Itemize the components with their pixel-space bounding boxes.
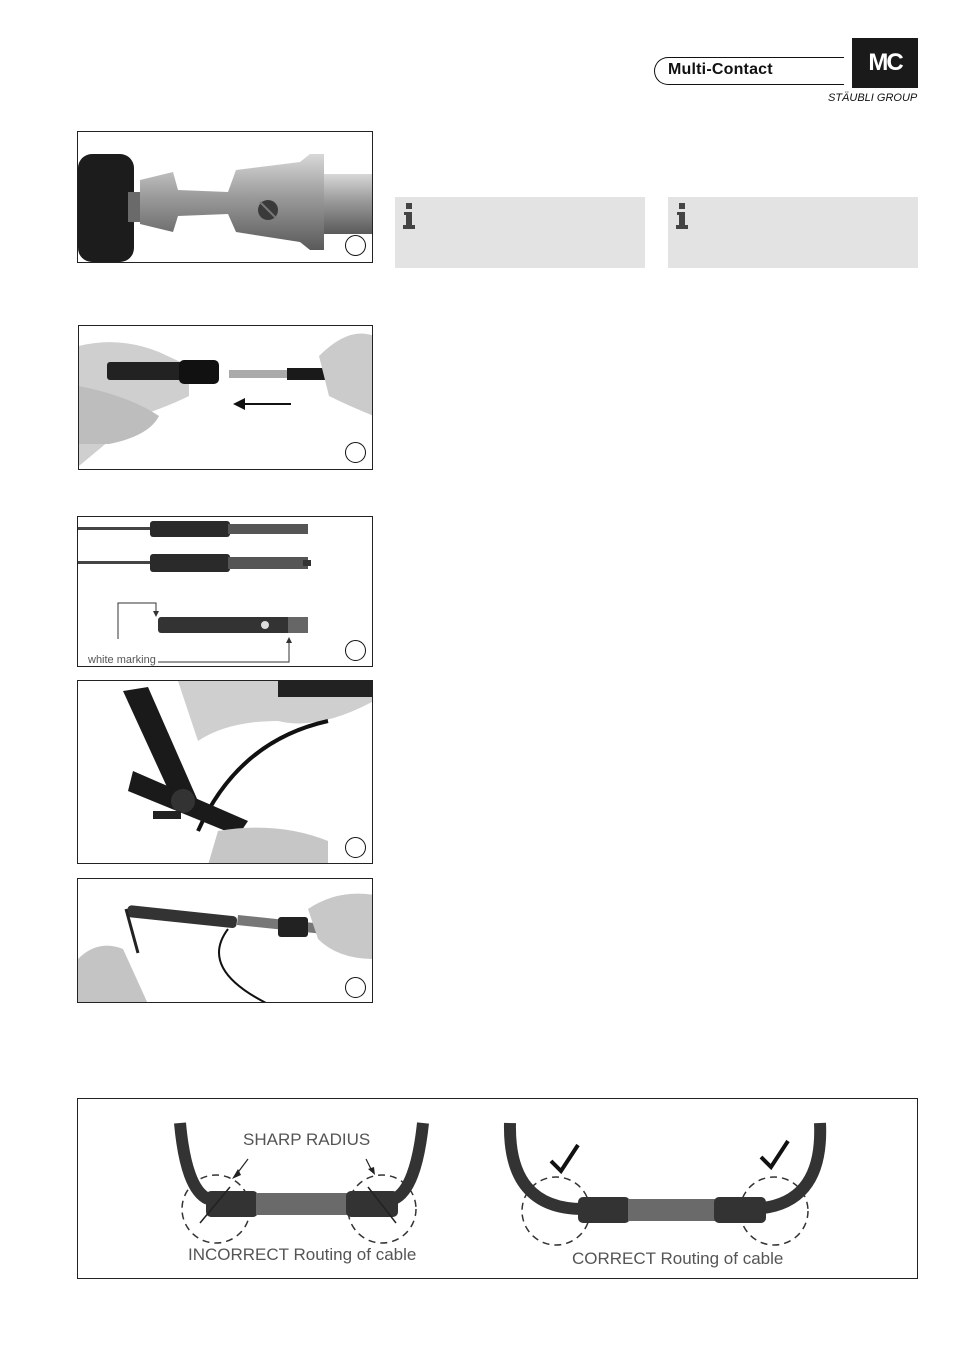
insert-contact-illustration <box>79 326 373 470</box>
info-icon <box>676 203 688 229</box>
step-marker <box>345 442 366 463</box>
info-icon <box>403 203 415 229</box>
white-marking-label: white marking <box>88 654 156 666</box>
figure-insert-contact <box>78 325 373 470</box>
step-marker <box>345 977 366 998</box>
figure-tighten-tool <box>77 680 373 864</box>
tighten-tool-illustration <box>78 681 373 864</box>
step-marker <box>345 640 366 661</box>
figure-screw-assembly <box>77 878 373 1003</box>
figure-contact-position <box>77 516 373 667</box>
sharp-radius-annotation: SHARP RADIUS <box>243 1130 371 1149</box>
cable-routing-figure <box>77 1098 918 1279</box>
brand-name: Multi-Contact <box>668 61 773 78</box>
incorrect-routing-caption: INCORRECT Routing of cable <box>188 1245 417 1264</box>
group-name: STÄUBLI GROUP <box>828 92 918 104</box>
step-marker <box>345 235 366 256</box>
info-box-right <box>668 197 918 268</box>
crimped-contact-illustration <box>78 132 373 263</box>
contact-position-illustration <box>78 517 373 667</box>
info-box-left <box>395 197 645 268</box>
figure-crimped-contact <box>77 131 373 263</box>
screw-assembly-illustration <box>78 879 373 1003</box>
mc-logo: MC <box>852 38 918 88</box>
correct-routing-caption: CORRECT Routing of cable <box>572 1249 784 1268</box>
step-marker <box>345 837 366 858</box>
